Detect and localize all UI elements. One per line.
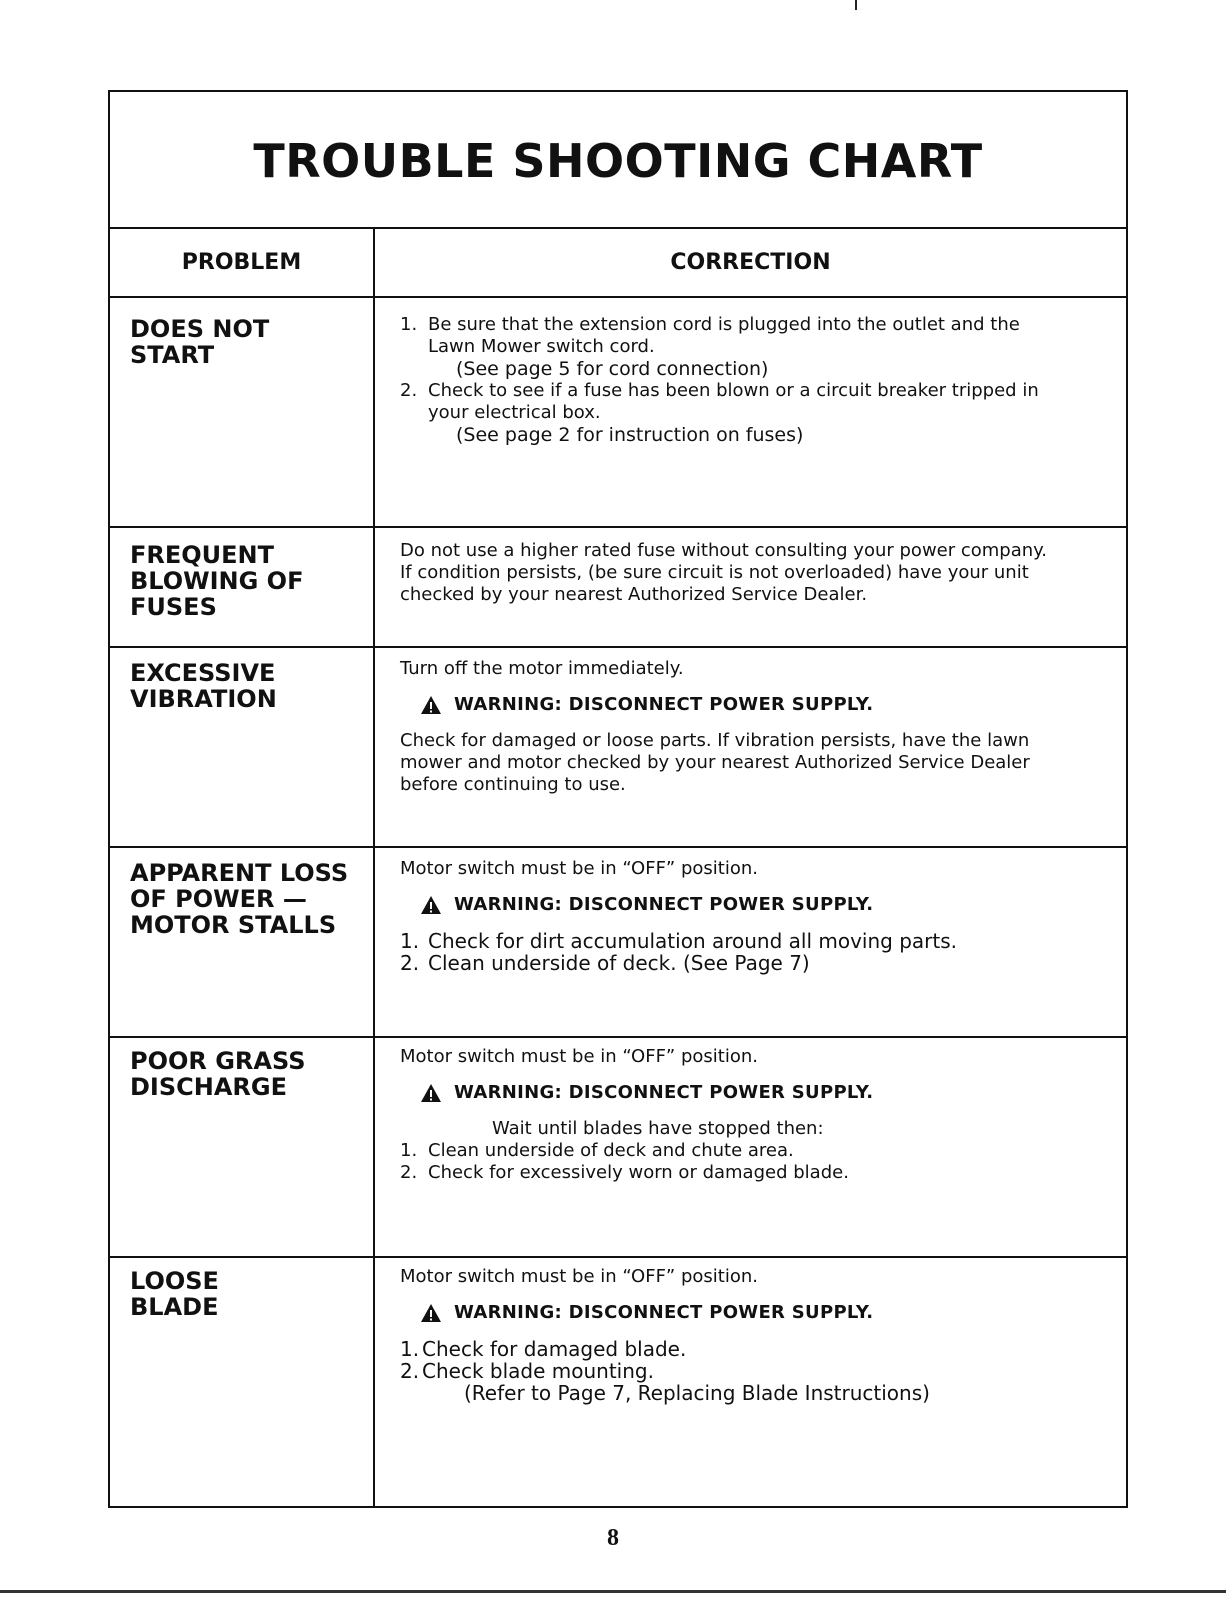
correction-line: Lawn Mower switch cord. — [428, 336, 655, 357]
row-divider — [110, 1036, 1126, 1038]
correction-line: Motor switch must be in “OFF” position. — [400, 1046, 758, 1067]
correction-line: your electrical box. — [428, 402, 601, 423]
correction-frequent-blowing-of-fuses — [400, 540, 1110, 606]
scan-edge-rule — [0, 1590, 1226, 1593]
problem-loose-blade: LOOSE BLADE — [130, 1267, 219, 1321]
correction-line: 2. Check blade mounting. — [400, 1359, 654, 1383]
row-divider — [110, 296, 1126, 298]
correction-line: If condition persists, (be sure circuit is not overloaded) have your unit — [400, 562, 1029, 583]
warning-triangle-icon — [420, 1083, 442, 1103]
correction-line: Check for damaged or loose parts. If vibration persists, have the lawn — [400, 730, 1030, 751]
warning-notice — [420, 1302, 1110, 1324]
correction-note: (Refer to Page 7, Replacing Blade Instructions) — [464, 1381, 930, 1405]
page-number: 8 — [607, 1525, 619, 1551]
scan-mark — [855, 0, 857, 10]
problem-poor-grass-discharge: POOR GRASS DISCHARGE — [130, 1047, 306, 1101]
correction-line: Do not use a higher rated fuse without consulting your power company. — [400, 540, 1047, 561]
warning-triangle-icon — [420, 895, 442, 915]
warning-notice — [420, 694, 1110, 716]
problem-does-not-start: DOES NOT START — [130, 315, 270, 369]
correction-poor-grass-discharge — [400, 1046, 1110, 1184]
chart-title: TROUBLE SHOOTING CHART — [253, 133, 983, 188]
warning-text: WARNING: DISCONNECT POWER SUPPLY. — [454, 894, 874, 915]
trouble-shooting-chart — [108, 90, 1128, 1508]
problem-excessive-vibration: EXCESSIVE VIBRATION — [130, 659, 277, 713]
correction-line: Motor switch must be in “OFF” position. — [400, 858, 758, 879]
correction-line: 1. Be sure that the extension cord is plugged into the outlet and the — [400, 314, 1020, 335]
correction-line: 1. Check for damaged blade. — [400, 1337, 687, 1361]
row-divider — [110, 846, 1126, 848]
correction-line: Wait until blades have stopped then: — [492, 1118, 824, 1139]
correction-line: mower and motor checked by your nearest Authorized Service Dealer — [400, 752, 1030, 773]
correction-excessive-vibration — [400, 658, 1110, 796]
problem-apparent-loss-of-power: APPARENT LOSS OF POWER — MOTOR STALLS — [130, 859, 349, 939]
correction-apparent-loss-of-power — [400, 858, 1110, 974]
correction-loose-blade — [400, 1266, 1110, 1404]
correction-line: Motor switch must be in “OFF” position. — [400, 1266, 758, 1287]
warning-text: WARNING: DISCONNECT POWER SUPPLY. — [454, 1302, 874, 1323]
warning-text: WARNING: DISCONNECT POWER SUPPLY. — [454, 694, 874, 715]
correction-line: 2. Clean underside of deck. (See Page 7) — [400, 951, 810, 975]
correction-line: 1. Clean underside of deck and chute area. — [400, 1140, 794, 1161]
correction-line: 2. Check for excessively worn or damaged blade. — [400, 1162, 849, 1183]
correction-line: checked by your nearest Authorized Service Dealer. — [400, 584, 868, 605]
correction-does-not-start — [400, 314, 1110, 446]
row-divider — [110, 646, 1126, 648]
correction-line: before continuing to use. — [400, 774, 626, 795]
warning-text: WARNING: DISCONNECT POWER SUPPLY. — [454, 1082, 874, 1103]
warning-notice — [420, 1082, 1110, 1104]
correction-note: (See page 2 for instruction on fuses) — [456, 424, 804, 446]
row-divider — [110, 1256, 1126, 1258]
problem-header: PROBLEM — [181, 249, 302, 275]
column-divider — [373, 227, 375, 1506]
correction-header: CORRECTION — [670, 249, 831, 275]
correction-line: 2. Check to see if a fuse has been blown or a circuit breaker tripped in — [400, 380, 1039, 401]
warning-notice — [420, 894, 1110, 916]
correction-line: 1. Check for dirt accumulation around all moving parts. — [400, 929, 958, 953]
problem-frequent-blowing-of-fuses: FREQUENT BLOWING OF FUSES — [130, 541, 304, 621]
warning-triangle-icon — [420, 695, 442, 715]
title-row — [110, 92, 1126, 229]
warning-triangle-icon — [420, 1303, 442, 1323]
row-divider — [110, 526, 1126, 528]
correction-note: (See page 5 for cord connection) — [456, 358, 769, 380]
correction-line: Turn off the motor immediately. — [400, 658, 684, 679]
